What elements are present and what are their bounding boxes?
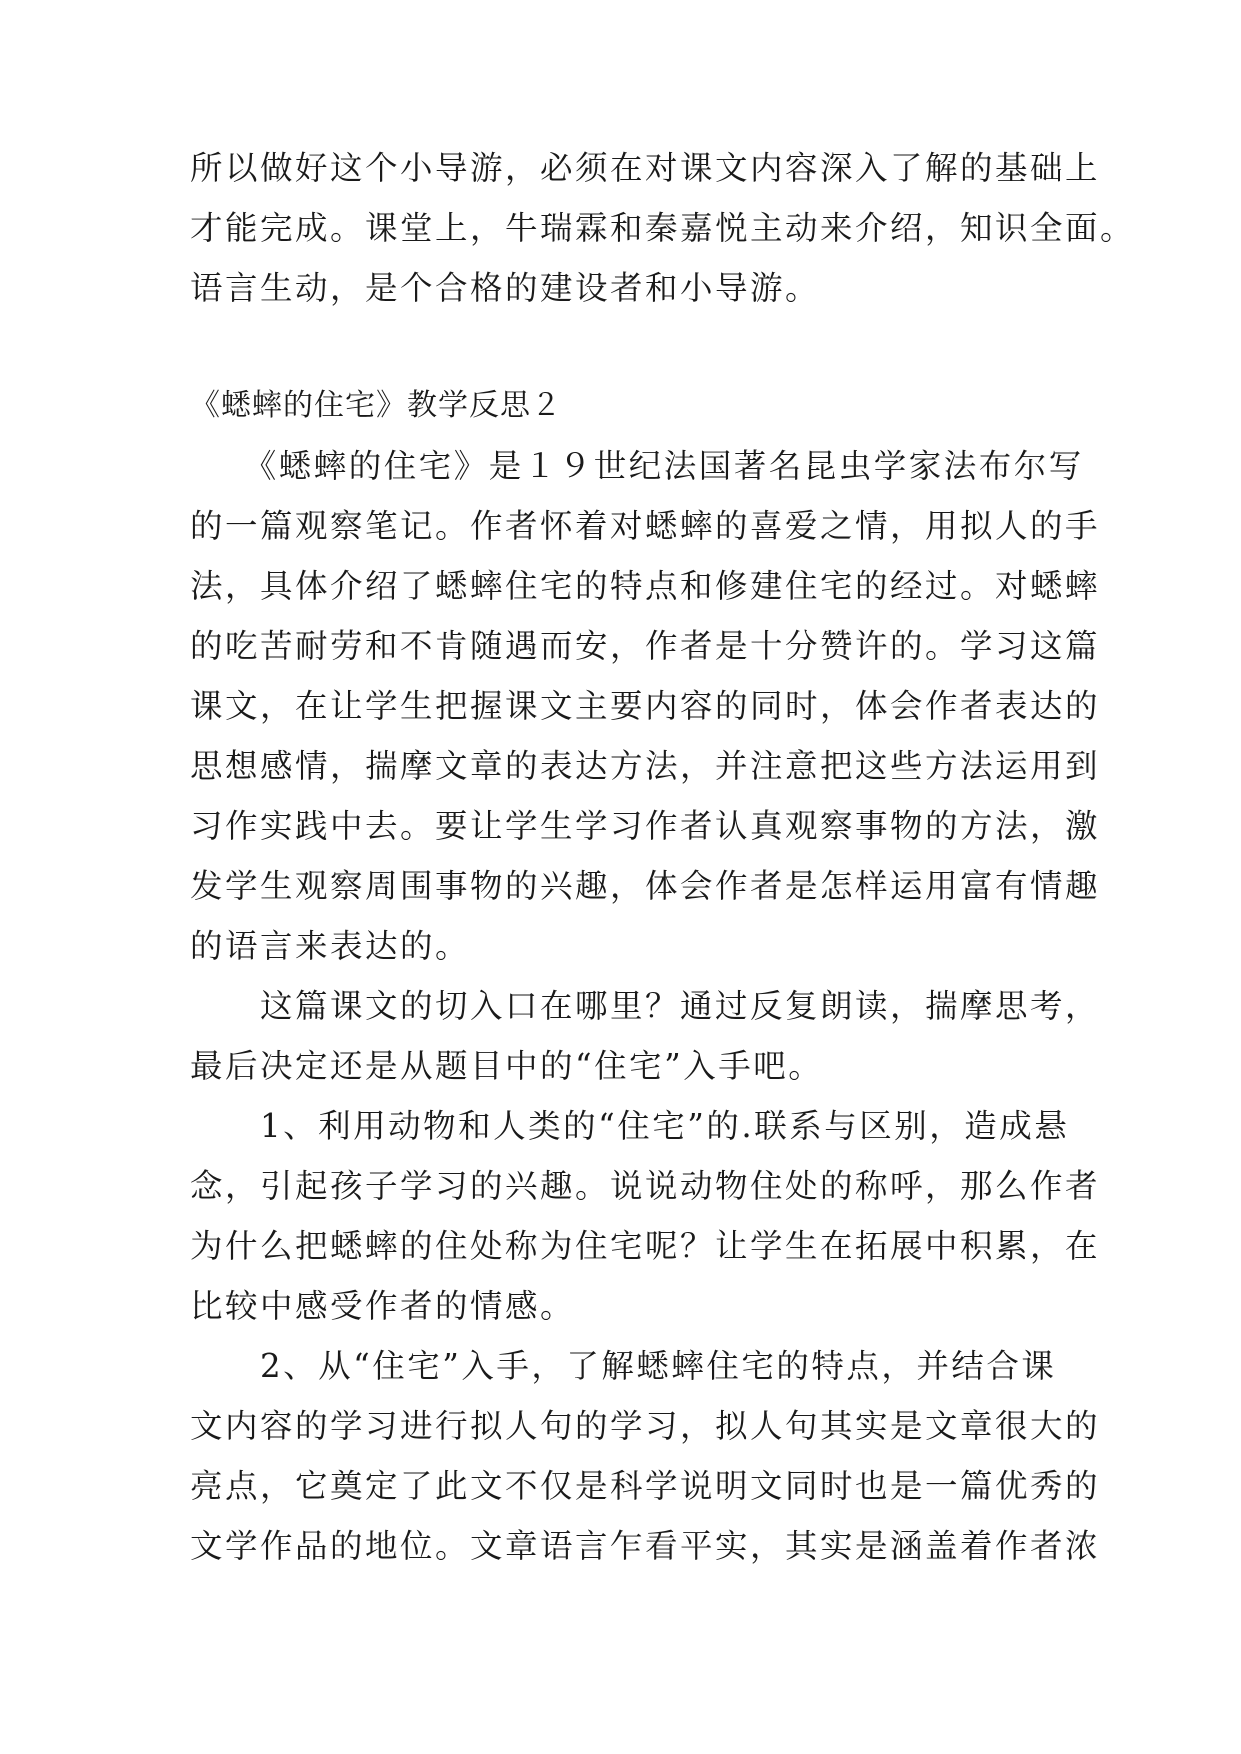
text-line: 1、利用动物和人类的“住宅”的.联系与区别，造成悬 (190, 1107, 1070, 1145)
text-line: 文学作品的地位。文章语言乍看平实，其实是涵盖着作者浓 (190, 1527, 1101, 1565)
text-line: 法，具体介绍了蟋蟀住宅的特点和修建住宅的经过。对蟋蟀 (190, 567, 1101, 605)
text-line: 才能完成。课堂上，牛瑞霖和秦嘉悦主动来介绍，知识全面。 (190, 209, 1136, 247)
text-line: 《蟋蟀的住宅》是１９世纪法国著名昆虫学家法布尔写 (190, 447, 1084, 485)
text-line: 习作实践中去。要让学生学习作者认真观察事物的方法，激 (190, 807, 1101, 845)
text-line: 比较中感受作者的情感。 (190, 1287, 576, 1325)
text-line: 2、从“住宅”入手，了解蟋蟀住宅的特点，并结合课 (190, 1347, 1057, 1385)
text-line: 的吃苦耐劳和不肯随遇而安，作者是十分赞许的。学习这篇 (190, 627, 1101, 665)
text-line: 语言生动，是个合格的建设者和小导游。 (190, 269, 821, 307)
text-line: 亮点，它奠定了此文不仅是科学说明文同时也是一篇优秀的 (190, 1467, 1101, 1505)
text-line: 的语言来表达的。 (190, 927, 471, 965)
text-line: 为什么把蟋蟀的住处称为住宅呢？让学生在拓展中积累，在 (190, 1227, 1101, 1265)
text-line: 文内容的学习进行拟人句的学习，拟人句其实是文章很大的 (190, 1407, 1101, 1445)
text-line: 发学生观察周围事物的兴趣，体会作者是怎样运用富有情趣 (190, 867, 1101, 905)
text-line: 最后决定还是从题目中的“住宅”入手吧。 (190, 1047, 824, 1085)
text-line: 这篇课文的切入口在哪里？通过反复朗读，揣摩思考， (190, 987, 1101, 1025)
text-line: 思想感情，揣摩文章的表达方法，并注意把这些方法运用到 (190, 747, 1101, 785)
section-title: 《蟋蟀的住宅》教学反思２ (190, 388, 562, 423)
text-line: 的一篇观察笔记。作者怀着对蟋蟀的喜爱之情，用拟人的手 (190, 507, 1101, 545)
text-line: 所以做好这个小导游，必须在对课文内容深入了解的基础上 (190, 149, 1101, 187)
text-line: 课文，在让学生把握课文主要内容的同时，体会作者表达的 (190, 687, 1101, 725)
text-line: 念，引起孩子学习的兴趣。说说动物住处的称呼，那么作者 (190, 1167, 1101, 1205)
